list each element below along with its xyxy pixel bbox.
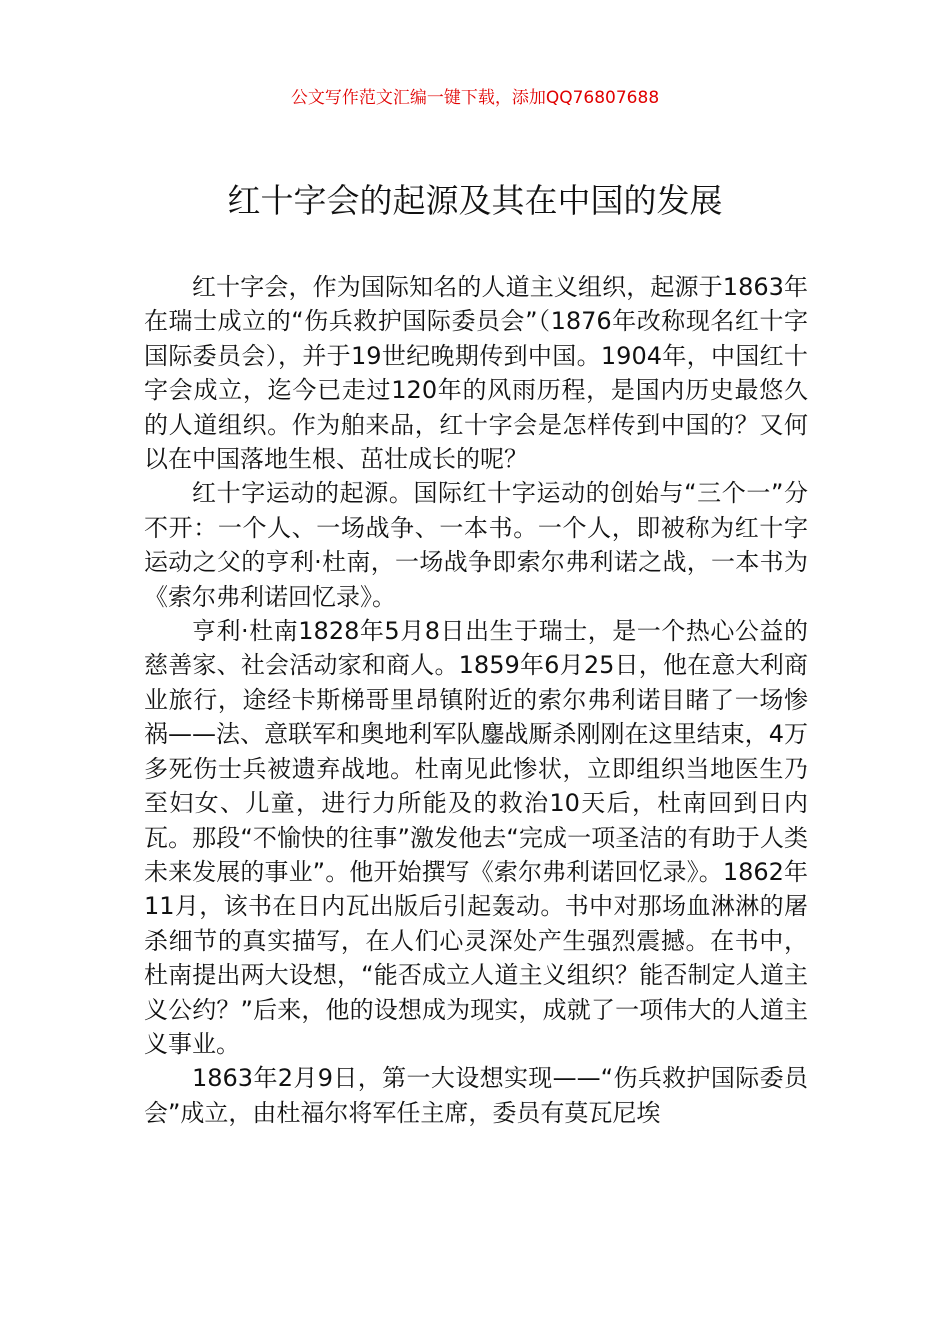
document-body	[144, 270, 808, 1130]
paragraph-committee-founding: 1863年2月9日，第一大设想实现——“伤兵救护国际委员会”成立，由杜福尔将军任主席，委员有莫瓦尼埃	[144, 1064, 808, 1127]
paragraph-origin: 红十字运动的起源。国际红十字运动的创始与“三个一”分不开：一个人、一场战争、一本书。一个人，即被称为红十字运动之父的亨利·杜南，一场战争即索尔弗利诺之战，一本书为《索尔弗利诺回忆录》。	[144, 479, 808, 611]
download-promo-note: 公文写作范文汇编一键下载，添加QQ76807688	[290, 88, 660, 108]
document-title: 红十字会的起源及其在中国的发展	[227, 181, 723, 220]
paragraph-intro: 红十字会，作为国际知名的人道主义组织，起源于1863年在瑞士成立的“伤兵救护国际委员会”（1876年改称现名红十字国际委员会），并于19世纪晚期传到中国。1904年，中国红十字会成立，迄今已走过120年的风雨历程，是国内历史最悠久的人道组织。作为舶来品，红十字会是怎样传到中国的？又何以在中国落地生根、茁壮成长的呢？	[144, 273, 808, 474]
paragraph-henry-dunant: 亨利·杜南1828年5月8日出生于瑞士，是一个热心公益的慈善家、社会活动家和商人。1859年6月25日，他在意大利商业旅行，途经卡斯梯哥里昂镇附近的索尔弗利诺目睹了一场惨祸——法、意联军和奥地利军队鏖战厮杀刚刚在这里结束，4万多死伤士兵被遗弃战地。杜南见此惨状，立即组织当地医生乃至妇女、儿童，进行力所能及的救治10天后，杜南回到日内瓦。那段“不愉快的往事”激发他去“完成一项圣洁的有助于人类未来发展的事业”。他开始撰写《索尔弗利诺回忆录》。1862年11月，该书在日内瓦出版后引起轰动。书中对那场血淋淋的屠杀细节的真实描写，在人们心灵深处产生强烈震撼。在书中，杜南提出两大设想，“能否成立人道主义组织？能否制定人道主义公约？”后来，他的设想成为现实，成就了一项伟大的人道主义事业。	[144, 617, 808, 1058]
